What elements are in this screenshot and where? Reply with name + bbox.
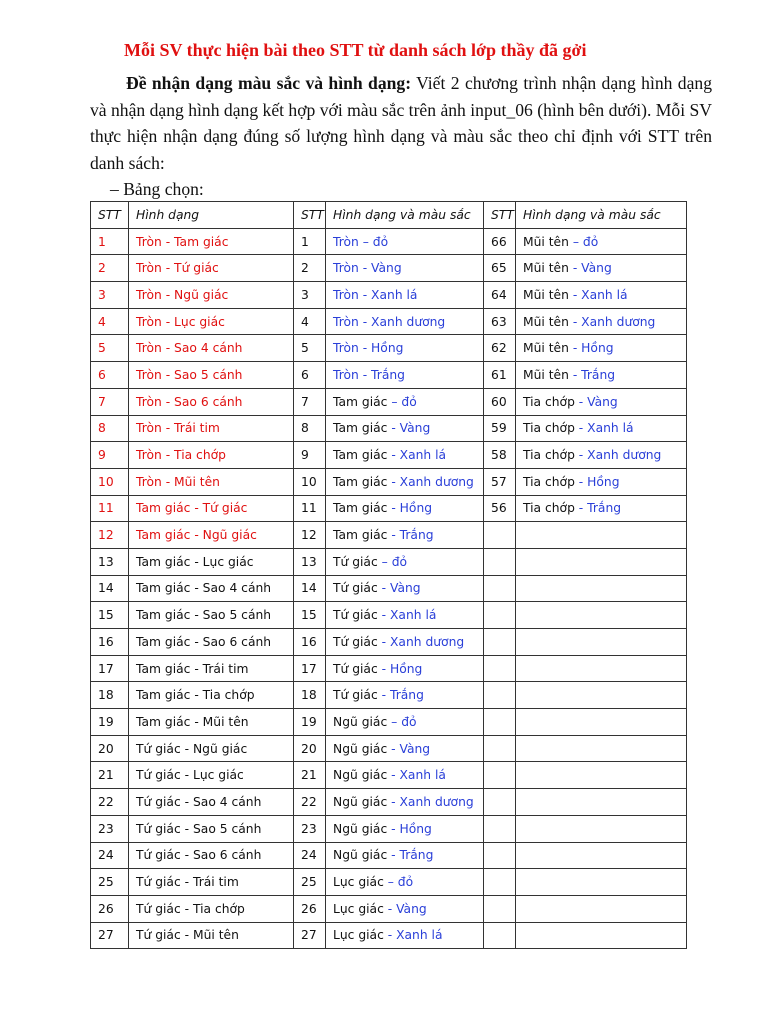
color-name: - Vàng — [387, 421, 431, 436]
stt-cell: 24 — [91, 842, 129, 869]
color-name: - Trắng — [387, 528, 434, 543]
color-name: - Hồng — [574, 474, 620, 489]
shape-color-cell — [326, 922, 484, 949]
stt-cell — [484, 922, 516, 949]
stt-cell: 18 — [294, 682, 326, 709]
shape-cell: Tròn - Tia chớp — [129, 442, 294, 469]
color-name: - Xanh lá — [574, 421, 634, 436]
shape-cell: Tam giác - Lục giác — [129, 548, 294, 575]
color-name: - Xanh lá — [568, 287, 628, 302]
shape-name: Mũi tên — [523, 341, 569, 356]
shape-color-cell — [326, 415, 484, 442]
color-name: - Vàng — [568, 261, 612, 276]
color-name: - Xanh lá — [387, 768, 446, 783]
table-row — [91, 335, 687, 362]
stt-cell: 64 — [484, 282, 516, 309]
shape-color-cell — [516, 922, 687, 949]
shape-cell: Tam giác - Sao 5 cánh — [129, 602, 294, 629]
shape-color-cell — [326, 388, 484, 415]
shape-color-cell — [516, 789, 687, 816]
table-row — [91, 602, 687, 629]
shape-cell: Tứ giác - Trái tim — [129, 869, 294, 896]
stt-cell: 11 — [91, 495, 129, 522]
shape-cell: Tứ giác - Tia chớp — [129, 895, 294, 922]
shape-name: Tam giác — [333, 448, 388, 463]
shape-cell: Tứ giác - Sao 6 cánh — [129, 842, 294, 869]
shape-cell: Tròn - Ngũ giác — [129, 282, 294, 309]
shape-cell: Tam giác - Mũi tên — [129, 709, 294, 736]
shape-color-cell — [326, 895, 484, 922]
shape-color-cell — [326, 762, 484, 789]
shape-name: Tứ giác — [333, 661, 378, 676]
shape-cell: Tam giác - Ngũ giác — [129, 522, 294, 549]
shape-name: Tam giác — [333, 528, 388, 543]
color-name: - Vàng — [383, 901, 427, 916]
shape-name: Lục giác — [333, 901, 384, 916]
table-row — [91, 789, 687, 816]
stt-cell: 63 — [484, 308, 516, 335]
table-row — [91, 762, 687, 789]
shape-name: Mũi tên — [523, 287, 569, 302]
shape-color-cell — [516, 495, 687, 522]
table-row — [91, 388, 687, 415]
stt-cell — [484, 842, 516, 869]
shape-color-cell — [516, 228, 687, 255]
shape-color-cell — [326, 869, 484, 896]
shape-color-cell — [326, 495, 484, 522]
shape-color-text: Tròn - Xanh lá — [333, 287, 418, 302]
stt-cell: 25 — [91, 869, 129, 896]
shape-color-cell — [516, 255, 687, 282]
stt-cell — [484, 789, 516, 816]
stt-cell: 10 — [294, 468, 326, 495]
stt-cell: 3 — [294, 282, 326, 309]
stt-cell — [484, 895, 516, 922]
header-stt-3: STT — [484, 202, 516, 229]
stt-cell: 16 — [294, 629, 326, 656]
header-shape-color-2: Hình dạng và màu sắc — [516, 202, 687, 229]
shape-name: Ngũ giác — [333, 794, 388, 809]
shape-cell: Tròn - Lục giác — [129, 308, 294, 335]
table-row — [91, 922, 687, 949]
shape-color-cell — [326, 362, 484, 389]
shape-color-cell — [326, 442, 484, 469]
table-row — [91, 575, 687, 602]
header-stt-1: STT — [91, 202, 129, 229]
shape-cell: Tứ giác - Ngũ giác — [129, 735, 294, 762]
shape-color-cell — [326, 548, 484, 575]
stt-cell: 7 — [91, 388, 129, 415]
shape-color-cell — [516, 548, 687, 575]
shape-color-cell — [516, 842, 687, 869]
color-name: - Xanh dương — [387, 794, 474, 809]
table-row — [91, 842, 687, 869]
stt-cell: 14 — [91, 575, 129, 602]
table-row — [91, 228, 687, 255]
shape-name: Mũi tên — [523, 234, 569, 249]
shape-color-cell — [326, 735, 484, 762]
stt-cell: 2 — [294, 255, 326, 282]
shape-name: Tứ giác — [333, 581, 378, 596]
table-row — [91, 895, 687, 922]
intro-text: Viết 2 chương trình nhận dạng hình dạng và nhận dạng hình dạng kết hợp với màu sắc trên ảnh input_06 (hình bên dưới). Mỗi SV thực hiện nhận dạng đúng số lượng hình dạng và màu sắc theo chỉ định với STT trên danh sách: — [90, 73, 713, 173]
shape-color-cell — [516, 629, 687, 656]
shape-color-cell — [516, 735, 687, 762]
shape-cell: Tứ giác - Lục giác — [129, 762, 294, 789]
shape-cell: Tròn - Sao 6 cánh — [129, 388, 294, 415]
stt-cell: 3 — [91, 282, 129, 309]
color-name: - Hồng — [568, 341, 614, 356]
shape-name: Tam giác — [333, 474, 388, 489]
table-row — [91, 682, 687, 709]
stt-cell: 15 — [294, 602, 326, 629]
shape-name: Tam giác — [333, 421, 388, 436]
stt-cell: 58 — [484, 442, 516, 469]
stt-cell — [484, 602, 516, 629]
stt-cell: 59 — [484, 415, 516, 442]
stt-cell — [484, 735, 516, 762]
shape-name: Tia chớp — [523, 421, 575, 436]
shape-cell: Tròn - Sao 4 cánh — [129, 335, 294, 362]
table-row — [91, 282, 687, 309]
stt-cell: 56 — [484, 495, 516, 522]
stt-cell: 7 — [294, 388, 326, 415]
table-row — [91, 522, 687, 549]
shape-name: Tia chớp — [523, 394, 575, 409]
shape-name: Tứ giác — [333, 608, 378, 623]
shape-color-cell — [516, 308, 687, 335]
shape-name: Tứ giác — [333, 634, 378, 649]
table-row — [91, 709, 687, 736]
stt-cell: 27 — [91, 922, 129, 949]
color-name: – đỏ — [387, 714, 417, 729]
color-name: - Trắng — [568, 367, 616, 382]
shape-color-text: Tròn – đỏ — [333, 234, 389, 249]
stt-cell: 4 — [294, 308, 326, 335]
color-name: - Trắng — [387, 848, 434, 863]
shape-color-cell — [326, 709, 484, 736]
stt-cell — [484, 655, 516, 682]
shape-color-cell — [516, 468, 687, 495]
shape-color-cell — [326, 308, 484, 335]
shape-color-cell — [516, 762, 687, 789]
stt-cell: 12 — [91, 522, 129, 549]
color-name: - Trắng — [377, 688, 424, 703]
color-name: - Xanh lá — [377, 608, 437, 623]
stt-cell: 4 — [91, 308, 129, 335]
shape-cell: Tam giác - Tia chớp — [129, 682, 294, 709]
stt-cell: 12 — [294, 522, 326, 549]
chooser-label: – Bảng chọn: — [110, 179, 204, 199]
shape-color-cell — [326, 655, 484, 682]
stt-cell: 9 — [91, 442, 129, 469]
shape-name: Mũi tên — [523, 261, 569, 276]
header-shape-color-1: Hình dạng và màu sắc — [326, 202, 484, 229]
color-name: - Vàng — [387, 741, 431, 756]
stt-cell — [484, 682, 516, 709]
shape-cell: Tam giác - Sao 4 cánh — [129, 575, 294, 602]
shape-color-cell — [326, 255, 484, 282]
shape-cell: Tam giác - Tứ giác — [129, 495, 294, 522]
table-header-row — [91, 202, 687, 229]
shape-cell: Tứ giác - Sao 5 cánh — [129, 815, 294, 842]
table-row — [91, 869, 687, 896]
color-name: - Hồng — [377, 661, 423, 676]
shape-name: Ngũ giác — [333, 714, 388, 729]
stt-cell — [484, 709, 516, 736]
shape-cell: Tròn - Sao 5 cánh — [129, 362, 294, 389]
stt-cell: 62 — [484, 335, 516, 362]
stt-cell: 65 — [484, 255, 516, 282]
stt-cell: 8 — [294, 415, 326, 442]
shape-cell: Tròn - Mũi tên — [129, 468, 294, 495]
table-row — [91, 495, 687, 522]
stt-cell — [484, 869, 516, 896]
shape-color-cell — [516, 388, 687, 415]
stt-cell: 20 — [294, 735, 326, 762]
shape-color-cell — [326, 575, 484, 602]
stt-cell: 20 — [91, 735, 129, 762]
shape-name: Tam giác — [333, 394, 388, 409]
assignment-table — [90, 201, 687, 949]
stt-cell — [484, 548, 516, 575]
stt-cell: 24 — [294, 842, 326, 869]
stt-cell: 22 — [294, 789, 326, 816]
shape-cell: Tròn - Tứ giác — [129, 255, 294, 282]
color-name: – đỏ — [377, 554, 408, 569]
table-row — [91, 255, 687, 282]
shape-name: Tia chớp — [523, 501, 575, 516]
color-name: - Xanh dương — [377, 634, 465, 649]
shape-color-cell — [326, 789, 484, 816]
stt-cell: 25 — [294, 869, 326, 896]
color-name: - Hồng — [387, 821, 432, 836]
shape-color-cell — [326, 282, 484, 309]
stt-cell: 14 — [294, 575, 326, 602]
shape-color-cell — [326, 468, 484, 495]
stt-cell: 13 — [91, 548, 129, 575]
stt-cell: 8 — [91, 415, 129, 442]
table-row — [91, 468, 687, 495]
color-name: - Vàng — [574, 394, 618, 409]
color-name: - Xanh dương — [574, 448, 662, 463]
shape-name: Mũi tên — [523, 367, 569, 382]
shape-color-cell — [326, 815, 484, 842]
shape-color-cell — [516, 815, 687, 842]
stt-cell: 66 — [484, 228, 516, 255]
shape-color-cell — [516, 655, 687, 682]
table-row — [91, 548, 687, 575]
shape-cell: Tròn - Tam giác — [129, 228, 294, 255]
shape-name: Ngũ giác — [333, 848, 388, 863]
shape-color-cell — [516, 282, 687, 309]
shape-color-text: Tròn - Hồng — [333, 341, 404, 356]
stt-cell: 18 — [91, 682, 129, 709]
shape-color-cell — [516, 682, 687, 709]
stt-cell: 23 — [294, 815, 326, 842]
stt-cell: 1 — [91, 228, 129, 255]
shape-cell: Tứ giác - Sao 4 cánh — [129, 789, 294, 816]
stt-cell: 17 — [294, 655, 326, 682]
stt-cell: 10 — [91, 468, 129, 495]
shape-color-cell — [516, 442, 687, 469]
shape-cell: Tròn - Trái tim — [129, 415, 294, 442]
table-row — [91, 735, 687, 762]
table-row — [91, 362, 687, 389]
stt-cell: 26 — [294, 895, 326, 922]
shape-color-cell — [326, 522, 484, 549]
shape-name: Lục giác — [333, 875, 384, 890]
stt-cell: 1 — [294, 228, 326, 255]
shape-color-cell — [326, 602, 484, 629]
color-name: - Vàng — [377, 581, 421, 596]
table-row — [91, 415, 687, 442]
color-name: – đỏ — [383, 875, 414, 890]
shape-color-text: Tròn - Trắng — [333, 367, 405, 382]
color-name: - Xanh lá — [383, 928, 443, 943]
color-name: – đỏ — [387, 394, 417, 409]
shape-color-cell — [326, 842, 484, 869]
stt-cell — [484, 762, 516, 789]
stt-cell: 15 — [91, 602, 129, 629]
shape-color-cell — [516, 362, 687, 389]
stt-cell: 5 — [294, 335, 326, 362]
stt-cell: 22 — [91, 789, 129, 816]
stt-cell: 6 — [294, 362, 326, 389]
stt-cell: 9 — [294, 442, 326, 469]
shape-cell: Tứ giác - Mũi tên — [129, 922, 294, 949]
stt-cell: 21 — [294, 762, 326, 789]
shape-color-cell — [326, 629, 484, 656]
shape-cell: Tam giác - Trái tim — [129, 655, 294, 682]
color-name: - Trắng — [574, 501, 622, 516]
stt-cell: 57 — [484, 468, 516, 495]
table-row — [91, 442, 687, 469]
shape-color-cell — [516, 602, 687, 629]
shape-color-cell — [326, 228, 484, 255]
table-row — [91, 629, 687, 656]
stt-cell: 23 — [91, 815, 129, 842]
color-name: - Xanh lá — [387, 448, 447, 463]
stt-cell — [484, 629, 516, 656]
page-heading: Mỗi SV thực hiện bài theo STT từ danh sách lớp thầy đã gởi — [124, 40, 587, 60]
color-name: - Xanh dương — [387, 474, 474, 489]
shape-name: Lục giác — [333, 928, 384, 943]
shape-color-cell — [516, 709, 687, 736]
color-name: - Xanh dương — [568, 314, 656, 329]
shape-color-cell — [516, 575, 687, 602]
header-stt-2: STT — [294, 202, 326, 229]
shape-color-cell — [326, 335, 484, 362]
stt-cell: 19 — [294, 709, 326, 736]
stt-cell: 60 — [484, 388, 516, 415]
shape-name: Tứ giác — [333, 554, 378, 569]
shape-color-cell — [516, 415, 687, 442]
shape-color-cell — [516, 895, 687, 922]
shape-name: Ngũ giác — [333, 741, 388, 756]
stt-cell: 6 — [91, 362, 129, 389]
stt-cell: 17 — [91, 655, 129, 682]
shape-name: Tia chớp — [523, 448, 575, 463]
table-row — [91, 815, 687, 842]
stt-cell: 61 — [484, 362, 516, 389]
stt-cell: 5 — [91, 335, 129, 362]
intro-bold: Đề nhận dạng màu sắc và hình dạng: — [126, 73, 412, 93]
table-row — [91, 308, 687, 335]
shape-color-text: Tròn - Xanh dương — [333, 314, 446, 329]
shape-color-text: Tròn - Vàng — [333, 261, 402, 276]
intro-paragraph — [90, 70, 712, 176]
shape-cell: Tam giác - Sao 6 cánh — [129, 629, 294, 656]
stt-cell: 19 — [91, 709, 129, 736]
stt-cell — [484, 575, 516, 602]
shape-name: Ngũ giác — [333, 768, 388, 783]
shape-color-cell — [516, 869, 687, 896]
stt-cell — [484, 815, 516, 842]
shape-name: Ngũ giác — [333, 821, 388, 836]
stt-cell — [484, 522, 516, 549]
table-body — [91, 228, 687, 949]
stt-cell: 13 — [294, 548, 326, 575]
stt-cell: 27 — [294, 922, 326, 949]
shape-name: Tia chớp — [523, 474, 575, 489]
color-name: – đỏ — [568, 234, 599, 249]
shape-color-cell — [516, 522, 687, 549]
stt-cell: 16 — [91, 629, 129, 656]
stt-cell: 21 — [91, 762, 129, 789]
stt-cell: 2 — [91, 255, 129, 282]
stt-cell: 26 — [91, 895, 129, 922]
shape-color-cell — [516, 335, 687, 362]
shape-name: Tam giác — [333, 501, 388, 516]
stt-cell: 11 — [294, 495, 326, 522]
table-row — [91, 655, 687, 682]
color-name: - Hồng — [387, 501, 433, 516]
header-shape: Hình dạng — [129, 202, 294, 229]
shape-name: Mũi tên — [523, 314, 569, 329]
shape-color-cell — [326, 682, 484, 709]
shape-name: Tứ giác — [333, 688, 378, 703]
